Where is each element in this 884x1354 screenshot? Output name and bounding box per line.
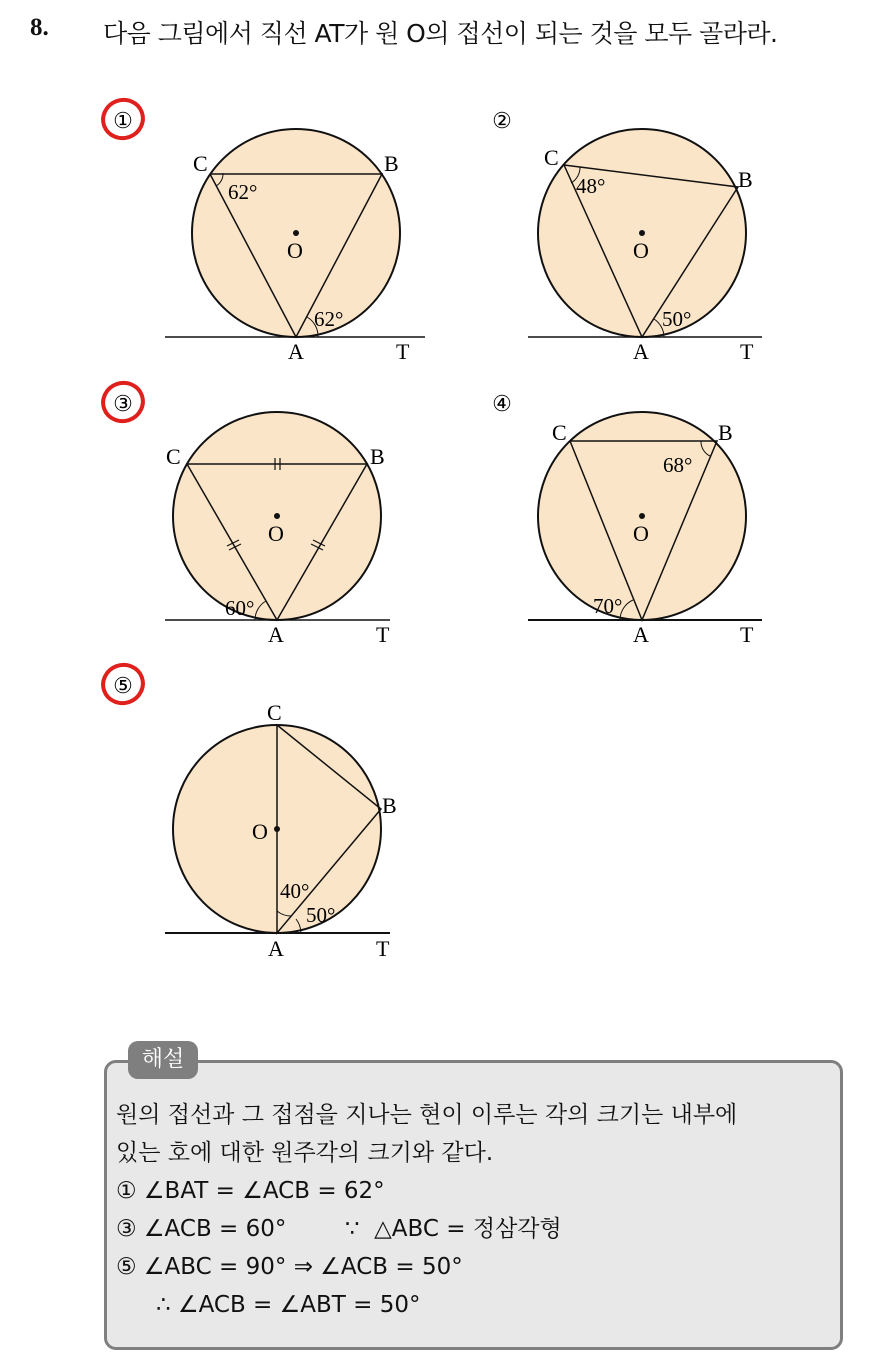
label-t: T [740, 622, 754, 647]
angle-label: 62° [314, 307, 344, 331]
label-c: C [552, 420, 567, 445]
figure-2 [480, 95, 780, 375]
explanation-line: ③ ∠ACB = 60° ∵ △ABC = 정삼각형 [116, 1216, 562, 1242]
figure-4 [480, 378, 780, 658]
label-o: O [287, 238, 303, 263]
angle-label: 50° [662, 307, 692, 331]
label-b: B [384, 151, 399, 176]
figure-3 [100, 378, 420, 658]
explanation-line: 원의 접선과 그 접점을 지나는 현이 이루는 각의 크기는 내부에 [116, 1102, 738, 1128]
center-dot [293, 230, 299, 236]
figure-marker: ④ [492, 391, 512, 416]
explanation-title: 해설 [128, 1041, 198, 1079]
label-t: T [740, 339, 754, 364]
explanation-line: 있는 호에 대한 원주각의 크기와 같다. [116, 1140, 494, 1166]
label-c: C [193, 151, 208, 176]
center-dot [639, 230, 645, 236]
explanation-text [116, 1096, 737, 1324]
angle-label: 48° [576, 174, 606, 198]
question-text: 다음 그림에서 직선 AT가 원 O의 접선이 되는 것을 모두 골라라. [103, 19, 778, 48]
figure-5 [100, 660, 420, 970]
label-o: O [252, 819, 268, 844]
angle-label: 62° [228, 180, 258, 204]
label-t: T [376, 936, 390, 961]
figure-marker: ① [113, 108, 133, 133]
label-a: A [268, 622, 284, 647]
label-c: C [166, 444, 181, 469]
figure-marker: ② [492, 108, 512, 133]
label-a: A [288, 339, 304, 364]
label-b: B [370, 444, 385, 469]
label-a: A [633, 622, 649, 647]
figure-marker: ⑤ [113, 673, 133, 698]
label-b: B [382, 793, 397, 818]
question-number: 8. [30, 14, 49, 41]
label-b: B [718, 420, 733, 445]
explanation-line: ① ∠BAT = ∠ACB = 62° [116, 1178, 385, 1204]
center-dot [274, 513, 280, 519]
explanation-line: ∴ ∠ACB = ∠ABT = 50° [156, 1292, 421, 1318]
label-o: O [633, 521, 649, 546]
angle-label: 40° [280, 879, 310, 903]
center-dot [639, 513, 645, 519]
angle-label: 70° [593, 594, 623, 618]
label-c: C [267, 700, 282, 725]
label-t: T [376, 622, 390, 647]
label-c: C [544, 145, 559, 170]
label-o: O [633, 238, 649, 263]
explanation-line: ⑤ ∠ABC = 90° ⇒ ∠ACB = 50° [116, 1254, 463, 1280]
label-o: O [268, 521, 284, 546]
angle-label: 60° [225, 596, 255, 620]
label-t: T [396, 339, 410, 364]
center-dot [274, 826, 280, 832]
angle-label: 68° [663, 453, 693, 477]
figure-1 [100, 95, 440, 375]
label-a: A [268, 936, 284, 961]
label-b: B [738, 167, 753, 192]
figure-marker: ③ [113, 391, 133, 416]
label-a: A [633, 339, 649, 364]
angle-label: 50° [306, 903, 336, 927]
